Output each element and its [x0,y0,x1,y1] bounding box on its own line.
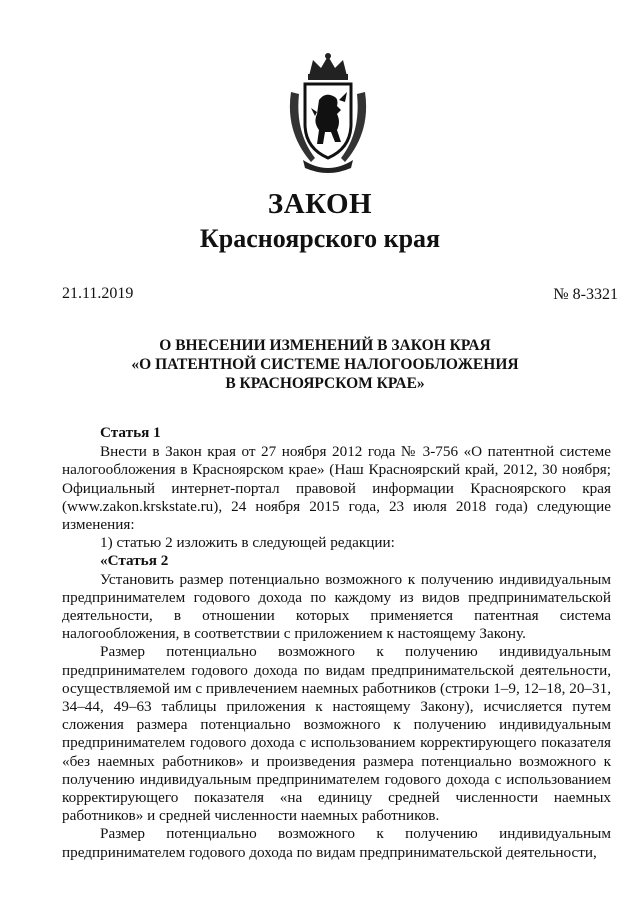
law-date: 21.11.2019 [62,285,134,302]
article-2-heading: «Статья 2 [100,552,169,570]
law-subject [120,336,530,393]
law-body [62,424,611,862]
law-title: ЗАКОН [267,188,373,220]
region-title: Красноярского края [199,224,441,253]
subject-line: «О ПАТЕНТНОЙ СИСТЕМЕ НАЛОГООБЛОЖЕНИЯ [131,356,519,373]
article-1-heading: Статья 1 [100,424,161,441]
paragraph: Установить размер потенциально возможного к получению индивидуальным предпринимателем годового дохода по каждому из видов предпринимательской деятельности, в отношении которых применяется патентная система налогообложения, в соответствии с приложением к настоящему Закону. [62,570,611,643]
law-number: № 8-3321 [553,286,618,303]
paragraph: Внести в Закон края от 27 ноября 2012 года № 3-756 «О патентной системе налогообложения в Красноярском крае» (Наш Красноярский край, 2012, 30 ноября; Официальный интернет-портал правовой информации Красноярского края (www.zakon.krskstate.ru), 24 ноября 2015 года, 23 июля 2018 года) следующие изменения: [62,443,611,534]
krasnoyarsk-coat-of-arms-icon [281,52,375,174]
paragraph: 1) статью 2 изложить в следующей редакции: [100,534,395,552]
paragraph: Размер потенциально возможного к получению индивидуальным предпринимателем годового дохода по видам предпринимательской деятельности, [62,825,611,861]
subject-line: О ВНЕСЕНИИ ИЗМЕНЕНИЙ В ЗАКОН КРАЯ [159,337,491,354]
subject-line: В КРАСНОЯРСКОМ КРАЕ» [225,375,425,392]
paragraph: Размер потенциально возможного к получению индивидуальным предпринимателем годового дохода по видам предпринимательской деятельности, осуществляемой им с привлечением наемных работников (строки 1–9, 12–18, 20–31, 34–44, 49–63 таблицы приложения к настоящему Закону), исчисляется путем сложения размера потенциально возможного к получению индивидуальным предпринимателем годового дохода с использованием корректирующего показателя «без наемных работников» и произведения размера потенциально возможного к получению индивидуальным предпринимателем годового дохода с использованием корректирующего показателя «на единицу средней численности наемных работников» и средней численности наемных работников. [62,643,611,825]
